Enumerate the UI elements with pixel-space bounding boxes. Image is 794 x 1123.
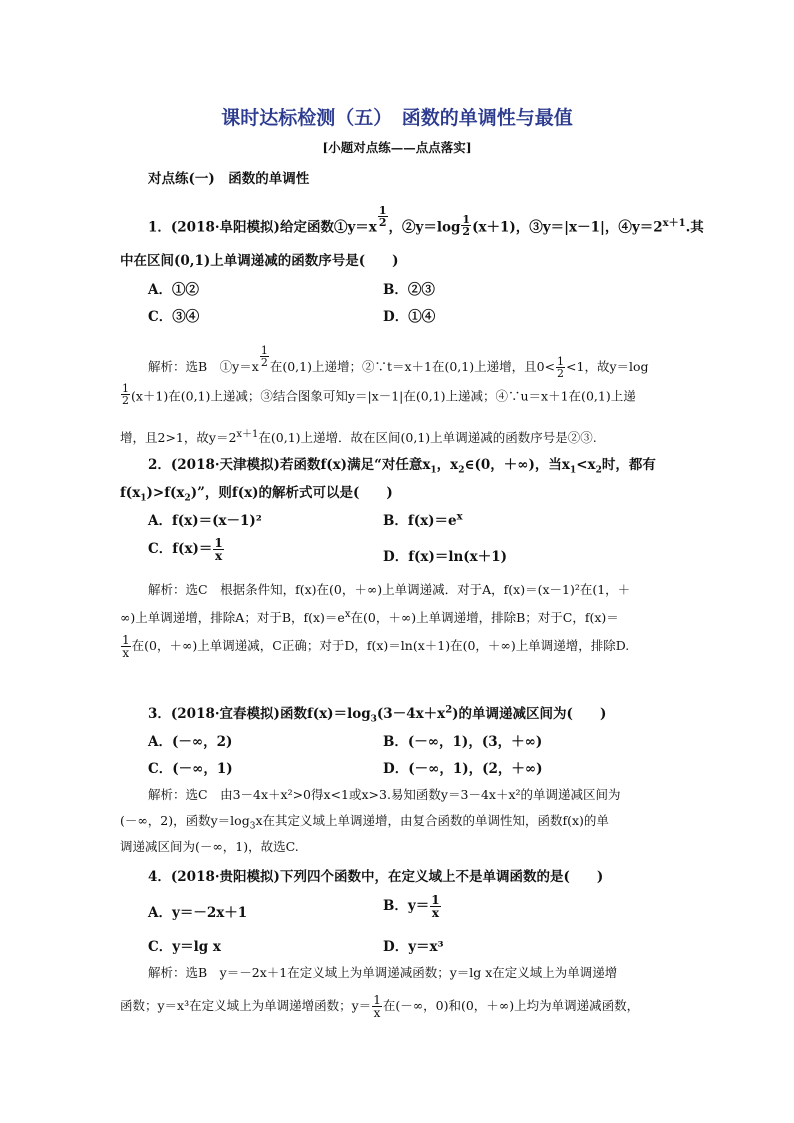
question-3-option-a: A．(－∞，2) — [148, 734, 233, 750]
question-2-explanation-2: ∞)上单调递增，排除A；对于B，$f(x)=e^x$在(0，＋∞)上单调递增，排除B；对于C，f(x)＝ — [120, 608, 619, 625]
question-3-option-d: D．(－∞，1)，(2，＋∞) — [383, 761, 543, 777]
question-1-explanation-2: $\frac{1}{2}$ (x＋1)在(0,1)上递减；③结合图象可知y＝|x－1|在(0,1)上递减；④∵u＝x＋1在(0,1)上递 — [122, 382, 636, 407]
question-3-explanation-3: 调递减区间为(－∞，1)，故选C. — [120, 839, 299, 854]
question-2-option-a: A．f(x)＝(x－1)² — [148, 513, 262, 529]
question-2-option-b: B．$f(x)=e^x$ — [383, 511, 463, 529]
question-4-explanation-1: 解析：选B y＝－2x＋1在定义域上为单调递减函数；y＝lg x在定义域上为单调递增 — [148, 965, 618, 980]
question-2-option-d: D．f(x)＝ln(x＋1) — [383, 549, 507, 565]
question-2-line-2: $f(x_1)>f(x_2)$”，则f(x)的解析式可以是( ) — [120, 485, 393, 504]
page-title: 课时达标检测（五） 函数的单调性与最值 — [221, 107, 573, 129]
question-2-explanation-3: $\frac{1}{x}$ 在(0，＋∞)上单调递减，C正确；对于D，f(x)＝ln(x＋1)在(0，＋∞)上单调递增，排除D. — [122, 633, 630, 660]
question-1-option-c: C．③④ — [148, 309, 200, 325]
question-4-option-d: D．y＝x³ — [383, 939, 444, 955]
question-1-option-b: B．②③ — [383, 282, 435, 298]
question-2-line-1: 2．(2018·天津模拟)若函数f(x)满足“对任意$x_1$，$x_2\in(0$，＋∞)，当$x_1<x_2$时，都有 — [148, 457, 656, 476]
question-4-line-1: 4．(2018·贵阳模拟)下列四个函数中，在定义域上不是单调函数的是( ) — [148, 869, 604, 885]
section-label: 对点练(一) 函数的单调性 — [148, 171, 310, 187]
question-1-explanation-1: 解析：选B ①y＝x $\frac{1}{2}$ 在(0,1)上递增；②∵t＝x＋1在(0,1)上递增，且0< $\frac{1}{2}$ <1，故y＝log — [148, 344, 649, 381]
question-3-explanation-1: 解析：选C 由3－4x＋x²>0得x<1或x>3.易知函数y＝3－4x＋x²的单调递减区间为 — [148, 787, 621, 802]
question-3-option-c: C．(－∞，1) — [148, 761, 233, 777]
question-3-explanation-2: (－∞，2)，函数$y=\log_3x$在其定义域上单调递增，由复合函数的单调性知，函数f(x)的单 — [120, 813, 609, 832]
question-3-option-b: B．(－∞，1)，(3，＋∞) — [383, 734, 543, 750]
question-2-option-c: C．f(x)＝ $\frac{1}{x}$ — [148, 536, 223, 563]
question-4-option-c: C．y＝lg x — [148, 939, 221, 955]
question-1-explanation-3: 增，且2>1，故$y=2^{x+1}$在(0,1)上递增．故在区间(0,1)上单调递减的函数序号是②③. — [120, 429, 597, 446]
question-4-option-a: A．y＝－2x＋1 — [148, 905, 248, 921]
question-1-option-a: A．①② — [148, 282, 199, 298]
question-3-line-1: 3．(2018·宜春模拟)函数$f(x)=\log_3(3-4x+x^2)$的单调递减区间为( ) — [148, 704, 607, 725]
question-4-explanation-2: 函数；y＝x³在定义域上为单调递增函数；y＝ $\frac{1}{x}$ 在(－∞，0)和(0，＋∞)上均为单调递减函数， — [120, 993, 640, 1020]
question-1-option-d: D．①④ — [383, 309, 436, 325]
page-subtitle: [小题对点练——点点落实] — [322, 140, 472, 155]
question-1-line-2: 中在区间(0,1)上单调递减的函数序号是( ) — [120, 253, 399, 269]
question-4-option-b: B．y＝ $\frac{1}{x}$ — [383, 893, 440, 920]
question-1-line-1: 1．(2018·阜阳模拟)给定函数①y＝x $\frac{1}{2}$ ，②y＝log $\frac{1}{2}$ (x＋1)，③y＝|x－1|，$④y=2^{x+1}$.其 — [148, 204, 704, 239]
question-2-explanation-1: 解析：选C 根据条件知，f(x)在(0，＋∞)上单调递减．对于A，f(x)＝(x－1)²在(1，＋ — [148, 582, 631, 597]
